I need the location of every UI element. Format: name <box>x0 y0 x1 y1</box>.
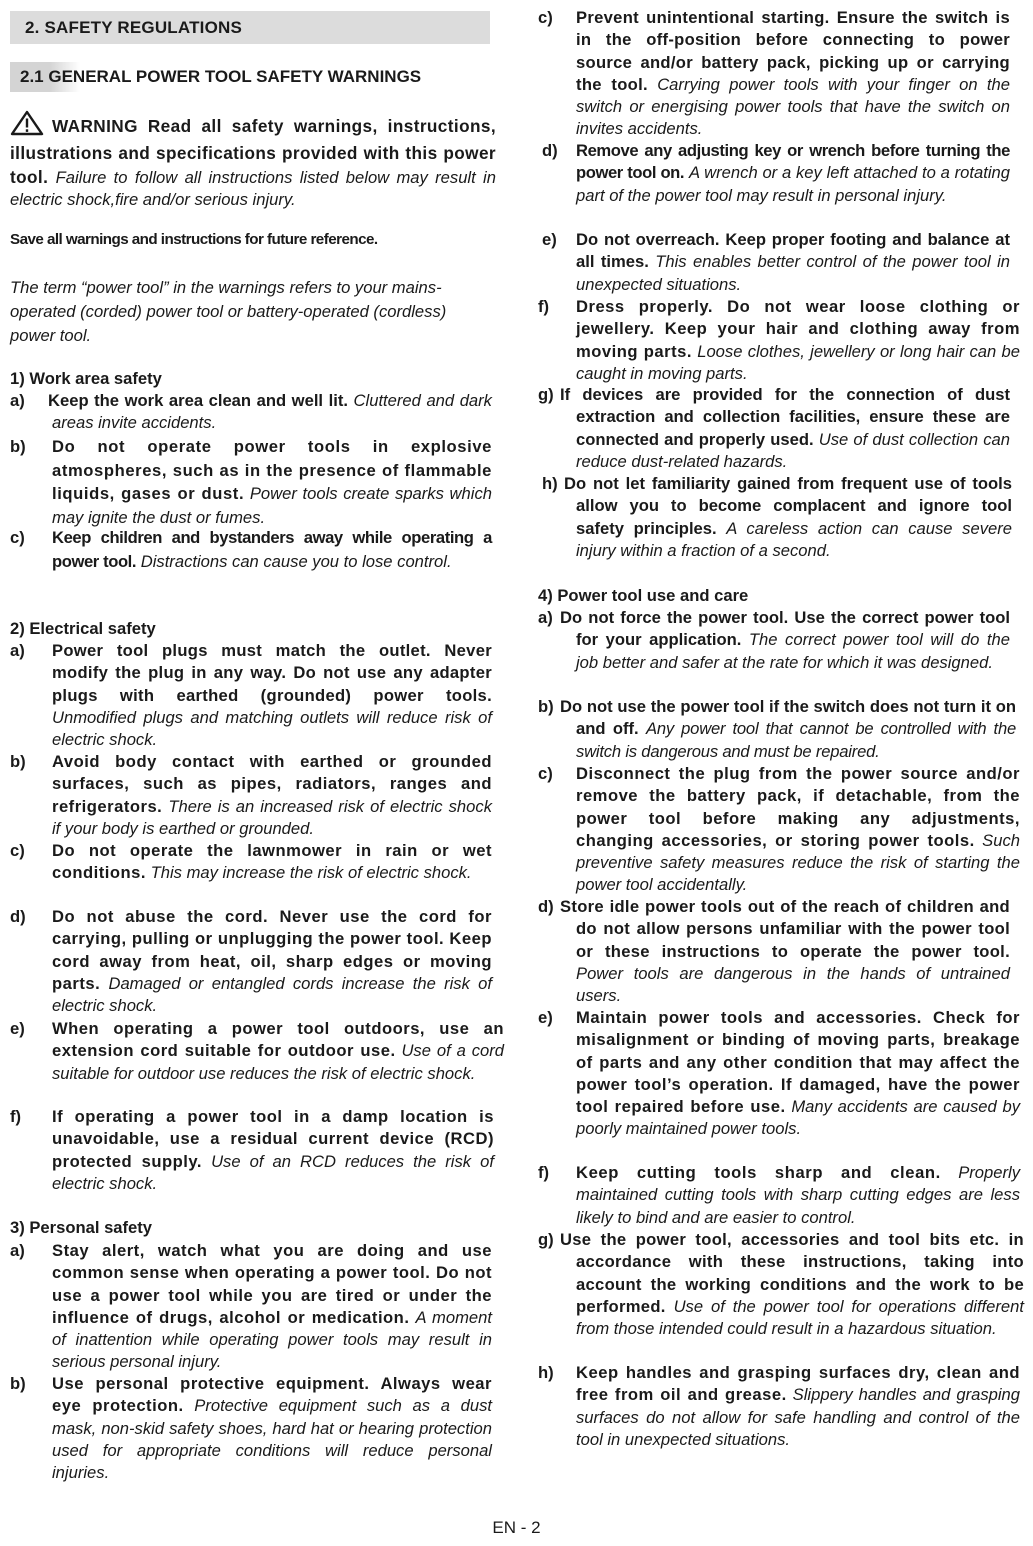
list-item: h) Do not let familiarity gained from frequent use of tools allow you to become complacent and ignore tool safety principles. A careless action can cause severe injury within a fraction of a second. <box>542 474 1012 560</box>
list-item: e) When operating a power tool outdoors, use an extension cord suitable for outdoor use. Use of a cord suitable for outdoor use reduces the risk of electric shock. <box>10 1019 504 1083</box>
list-item: g) Use the power tool, accessories and tool bits etc. in accordance with these instructions, taking into account the working conditions and the work to be performed. Use of the power tool for operations different from those intended could result in a hazardous situation. <box>538 1230 1024 1339</box>
list-item: f) Dress properly. Do not wear loose clothing or jewellery. Keep your hair and clothing away from moving parts. Loose clothes, jewellery or long hair can be caught in moving parts. <box>538 297 1020 383</box>
warning-bold-text: WARNING Read all safety warnings, instructions, illustrations and specifications provided with this power tool. <box>10 116 496 187</box>
warning-triangle-icon <box>10 110 44 142</box>
heading-personal: 3) Personal safety <box>10 1218 153 1237</box>
list-item: b) Do not use the power tool if the switch does not turn it on and off. Any power tool that cannot be controlled with the switch is dangerous and must be repaired. <box>538 697 1016 761</box>
warning-italic-text: Failure to follow all instructions listed below may result in electric shock,fire and/or serious injury. <box>10 167 496 209</box>
list-item: c) Prevent unintentional starting. Ensure the switch is in the off-position before connecting to power source and/or battery pack, picking up or carrying the tool. Carrying power tools with your finger on the switch or energising power tools that have the switch on invites accidents. <box>538 8 1010 139</box>
warning-paragraph <box>10 110 496 211</box>
list-item: g) If devices are provided for the connection of dust extraction and collection facilities, ensure these are connected and properly used. Use of dust collection can reduce dust-related hazards. <box>538 385 1010 471</box>
section-title: 2. SAFETY REGULATIONS <box>10 11 490 44</box>
list-item: f) Keep cutting tools sharp and clean. Properly maintained cutting tools with sharp cutting edges are less likely to bind and are easier to control. <box>538 1163 1020 1227</box>
list-item: b) Use personal protective equipment. Always wear eye protection. Protective equipment such as a dust mask, non-skid safety shoes, hard hat or hearing protection used for appropriate conditions will reduce personal injuries. <box>10 1374 492 1483</box>
list-item: b) Do not operate power tools in explosive atmospheres, such as in the presence of flammable liquids, gases or dust. Power tools create sparks which may ignite the dust or fumes. <box>10 437 492 527</box>
list-item: d) Remove any adjusting key or wrench before turning the power tool on. A wrench or a key left attached to a rotating part of the power tool may result in personal injury. <box>542 141 1010 205</box>
list-item: e) Do not overreach. Keep proper footing and balance at all times. This enables better control of the power tool in unexpected situations. <box>542 230 1010 294</box>
heading-work-area: 1) Work area safety <box>10 369 162 388</box>
list-item: f) If operating a power tool in a damp location is unavoidable, use a residual current device (RCD) protected supply. Use of an RCD reduces the risk of electric shock. <box>10 1107 494 1193</box>
list-item: e) Maintain power tools and accessories. Check for misalignment or binding of moving parts, breakage of parts and any other condition that may affect the power tool’s operation. If damaged, have the power tool repaired before use. Many accidents are caused by poorly maintained power tools. <box>538 1008 1020 1139</box>
list-item: d) Do not abuse the cord. Never use the cord for carrying, pulling or unplugging the power tool. Keep cord away from heat, oil, sharp edges or moving parts. Damaged or entangled cords increase the risk of electric shock. <box>10 907 492 1016</box>
save-note: Save all warnings and instructions for future reference. <box>10 231 378 248</box>
term-note: The term “power tool” in the warnings refers to your mains-operated (corded) power tool or battery-operated (cordless) power tool. <box>10 278 447 345</box>
list-item: a) Power tool plugs must match the outlet. Never modify the plug in any way. Do not use any adapter plugs with earthed (grounded) power tools. Unmodified plugs and matching outlets will reduce risk of electric shock. <box>10 641 492 750</box>
list-item: h) Keep handles and grasping surfaces dry, clean and free from oil and grease. Slippery handles and grasping surfaces do not allow for safe handling and control of the tool in unexpected situations. <box>538 1363 1021 1449</box>
list-item: a) Stay alert, watch what you are doing and use common sense when operating a power tool. Do not use a power tool while you are tired or under the influence of drugs, alcohol or medication. A moment of inattention while operating power tools may result in serious personal injury. <box>10 1241 492 1372</box>
heading-electrical: 2) Electrical safety <box>10 619 156 638</box>
list-item: c) Do not operate the lawnmower in rain or wet conditions. This may increase the risk of electric shock. <box>10 841 492 883</box>
list-item: c) Disconnect the plug from the power source and/or remove the battery pack, if detachable, from the power tool before making any adjustments, changing accessories, or storing power tools. Such preventive safety measures reduce the risk of starting the power tool accidentally. <box>538 764 1020 895</box>
list-item: d) Store idle power tools out of the reach of children and do not allow persons unfamiliar with the power tool or these instructions to operate the power tool. Power tools are dangerous in the hands of untrained users. <box>538 897 1010 1006</box>
heading-tool-use: 4) Power tool use and care <box>538 586 749 605</box>
list-item: a) Do not force the power tool. Use the correct power tool for your application. The correct power tool will do the job better and safer at the rate for which it was designed. <box>538 608 1010 672</box>
list-item: a) Keep the work area clean and well lit. Cluttered and dark areas invite accidents. <box>10 391 492 433</box>
subsection-title: 2.1 GENERAL POWER TOOL SAFETY WARNINGS <box>10 62 490 92</box>
list-item: b) Avoid body contact with earthed or grounded surfaces, such as pipes, radiators, ranges and refrigerators. There is an increased risk of electric shock if your body is earthed or grounded. <box>10 752 492 838</box>
page-number: EN - 2 <box>492 1518 541 1537</box>
list-item: c) Keep children and bystanders away while operating a power tool. Distractions can cause you to lose control. <box>10 528 492 571</box>
